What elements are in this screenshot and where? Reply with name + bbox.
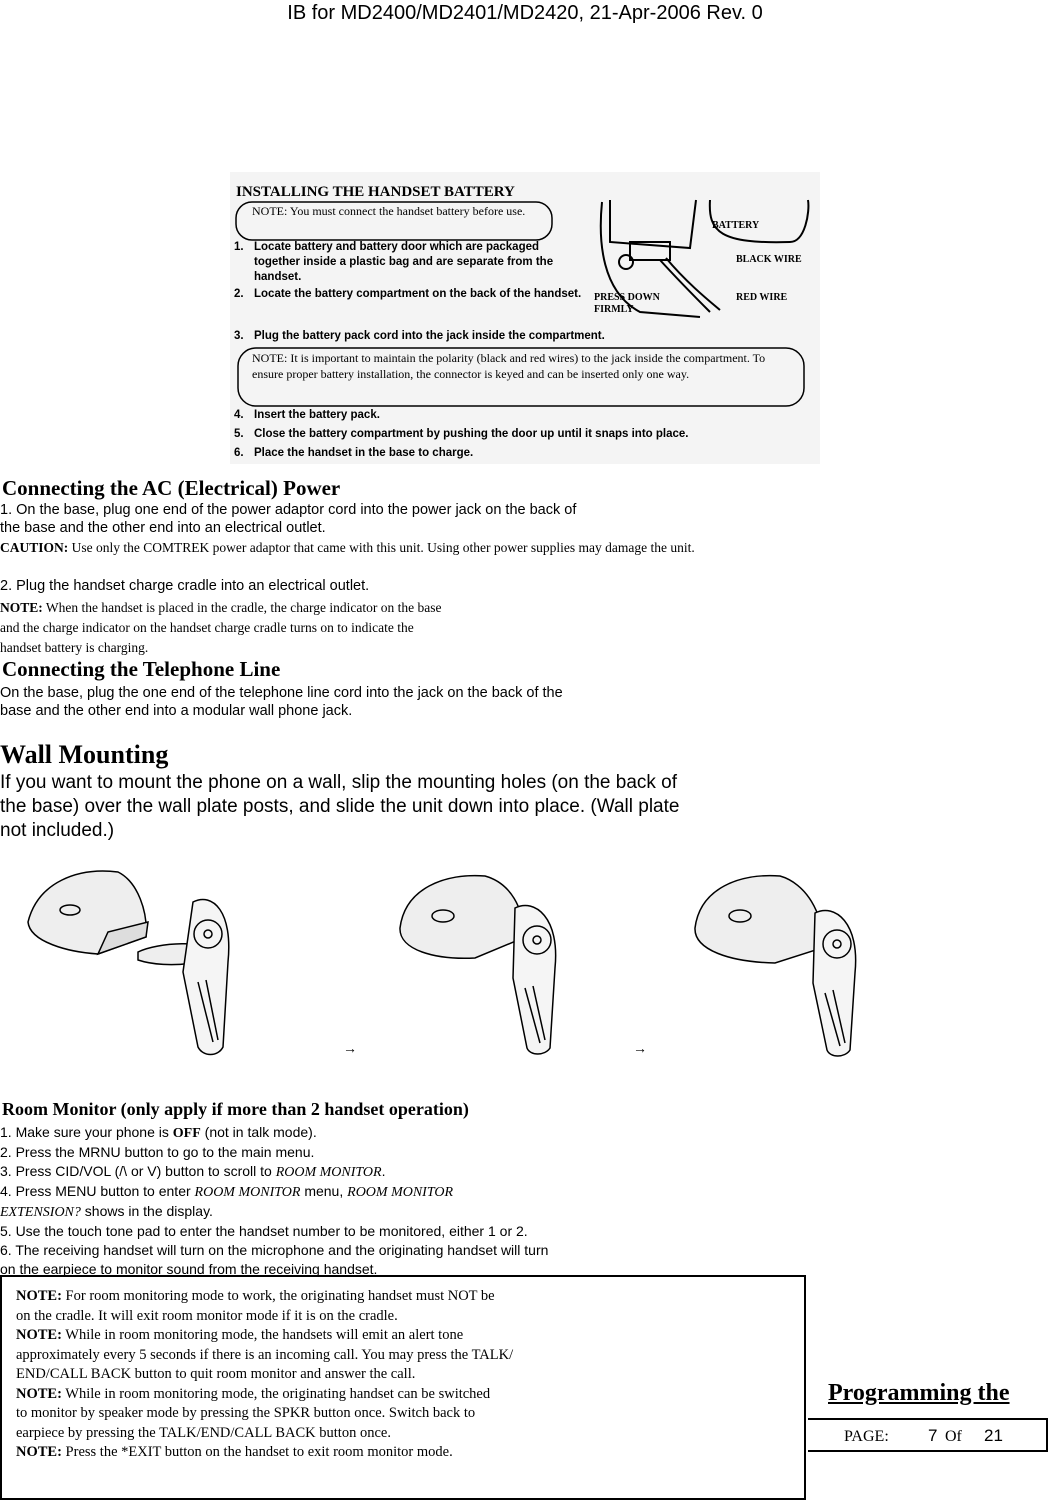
step-5: 5. Use the touch tone pad to enter the handset number to be monitored, either 1 or 2. bbox=[0, 1223, 528, 1239]
notes-content: NOTE: For room monitoring mode to work, the originating handset must NOT be on the cradle. It will exit room monitor mode if it is on the cradle. NOTE: While in room monitoring mode, the handsets will emit an alert tone approximately every 5 seconds if there is an incoming call. You may press the TALK/ END/CALL BACK button to quit room monitor and answer the call. NOTE: While in room monitoring mode, the originating handset can be switched to monitor by speaker mode by pressing the SPKR button once. Switch back to earpiece by pressing the TALK/END/CALL BACK button once. NOTE: Press the *EXIT button on the handset to exit room monitor mode. bbox=[16, 1287, 796, 1463]
text-line: If you want to mount the phone on a wall, slip the mounting holes (on the back of bbox=[0, 772, 678, 793]
text-line: not included.) bbox=[0, 820, 115, 841]
caution-line bbox=[0, 540, 695, 556]
caution-text: Use only the COMTREK power adaptor that came with this unit. Using other power supplies may damage the unit. bbox=[68, 540, 695, 555]
step-number: 5. bbox=[234, 428, 244, 440]
text-line: approximately every 5 seconds if there is an incoming call. You may press the TALK/ bbox=[16, 1346, 514, 1363]
step-4-cont: EXTENSION? shows in the display. bbox=[0, 1203, 213, 1220]
step-6-cont: on the earpiece to monitor sound from the receiving handset. bbox=[0, 1261, 378, 1277]
page-total: 21 bbox=[984, 1426, 1003, 1445]
step-4: 4. Press MENU button to enter ROOM MONITOR menu, ROOM MONITOR bbox=[0, 1183, 454, 1200]
figure-title: INSTALLING THE HANDSET BATTERY bbox=[236, 184, 515, 200]
step-1: 1. Make sure your phone is OFF (not in talk mode). bbox=[0, 1124, 317, 1141]
label-firmly: FIRMLY bbox=[594, 304, 634, 315]
room-monitor-steps bbox=[0, 1123, 548, 1279]
text-line: When the handset is placed in the cradle, the charge indicator on the base bbox=[42, 600, 442, 615]
page-number: 7 bbox=[928, 1426, 938, 1445]
text-line: earpiece by pressing the TALK/END/CALL BACK button once. bbox=[16, 1424, 391, 1441]
figure-step5: Close the battery compartment by pushing the door up until it snaps into place. bbox=[254, 428, 689, 440]
note-label: NOTE: bbox=[0, 600, 43, 615]
note-label: NOTE: bbox=[16, 1288, 62, 1304]
figure-step6: Place the handset in the base to charge. bbox=[254, 447, 474, 459]
ac-power-heading: Connecting the AC (Electrical) Power bbox=[2, 476, 341, 500]
text-line: on the cradle. It will exit room monitor mode if it is on the cradle. bbox=[16, 1307, 398, 1324]
room-monitor-heading: Room Monitor (only apply if more than 2 handset operation) bbox=[2, 1099, 469, 1119]
page-label: PAGE: bbox=[844, 1428, 889, 1445]
figure-step3: Plug the battery pack cord into the jack inside the compartment. bbox=[254, 330, 605, 342]
wall-mount-step1-illustration bbox=[18, 862, 248, 1058]
text-line: handset battery is charging. bbox=[0, 640, 149, 655]
label-black-wire: BLACK WIRE bbox=[736, 254, 802, 265]
wall-mounting-text bbox=[0, 771, 679, 843]
telephone-line-heading: Connecting the Telephone Line bbox=[2, 657, 281, 681]
battery-installation-figure bbox=[230, 172, 820, 464]
telephone-line-text bbox=[0, 684, 563, 720]
wall-mount-step3-illustration bbox=[690, 868, 885, 1058]
text-line: base and the other end into a modular wall phone jack. bbox=[0, 703, 353, 719]
step-number: 6. bbox=[234, 447, 244, 459]
figure-step4: Insert the battery pack. bbox=[254, 409, 380, 421]
label-red-wire: RED WIRE bbox=[736, 292, 788, 303]
figure-step2: Locate the battery compartment on the back of the handset. bbox=[254, 288, 582, 300]
arrow-icon: → bbox=[633, 1040, 647, 1056]
label-press-down: PRESS DOWN bbox=[594, 292, 660, 303]
step-number: 3. bbox=[234, 330, 244, 342]
programming-heading: Programming the bbox=[828, 1380, 1010, 1406]
step-number: 4. bbox=[234, 409, 244, 421]
step-number: 2. bbox=[234, 288, 244, 300]
document-header: IB for MD2400/MD2401/MD2420, 21-Apr-2006 Rev. 0 bbox=[287, 2, 763, 24]
ac-power-step2: 2. Plug the handset charge cradle into an electrical outlet. bbox=[0, 578, 370, 594]
step-3: 3. Press CID/VOL (/\ or V) button to scroll to ROOM MONITOR. bbox=[0, 1163, 386, 1180]
text-line: and the charge indicator on the handset charge cradle turns on to indicate the bbox=[0, 620, 414, 635]
wall-mount-step2-illustration bbox=[395, 868, 585, 1058]
text-line: On the base, plug the one end of the telephone line cord into the jack on the back of the bbox=[0, 685, 563, 701]
ac-power-note bbox=[0, 598, 442, 658]
note-label: NOTE: bbox=[16, 1327, 62, 1343]
arrow-icon: → bbox=[343, 1040, 357, 1056]
ac-power-step1 bbox=[0, 501, 576, 537]
of-label: Of bbox=[945, 1428, 962, 1445]
text-line: END/CALL BACK button to quit room monitor and answer the call. bbox=[16, 1366, 416, 1382]
figure-note1: NOTE: You must connect the handset battery before use. bbox=[252, 204, 526, 218]
step-6: 6. The receiving handset will turn on the microphone and the originating handset will turn bbox=[0, 1242, 549, 1258]
wall-mounting-heading: Wall Mounting bbox=[0, 740, 169, 769]
figure-step1: Locate battery and battery door which are packaged together inside a plastic bag and are separate from the handset. bbox=[254, 241, 554, 283]
note-label: NOTE: bbox=[16, 1444, 62, 1460]
figure-note2: NOTE: It is important to maintain the polarity (black and red wires) to the jack inside the compartment. To ensure proper battery installation, the connector is keyed and can be inserted only one way. bbox=[252, 351, 766, 381]
step-2: 2. Press the MRNU button to go to the main menu. bbox=[0, 1144, 315, 1160]
text-line: to monitor by speaker mode by pressing the SPKR button once. Switch back to bbox=[16, 1405, 476, 1421]
step-number: 1. bbox=[234, 241, 244, 253]
caution-label: CAUTION: bbox=[0, 540, 69, 555]
text-line: the base) over the wall plate posts, and slide the unit down into place. (Wall plate bbox=[0, 796, 680, 817]
text-line: 1. On the base, plug one end of the power adaptor cord into the power jack on the back of bbox=[0, 502, 577, 518]
text-line: the base and the other end into an electrical outlet. bbox=[0, 520, 326, 536]
note-label: NOTE: bbox=[16, 1385, 62, 1402]
label-battery: BATTERY bbox=[712, 220, 760, 231]
